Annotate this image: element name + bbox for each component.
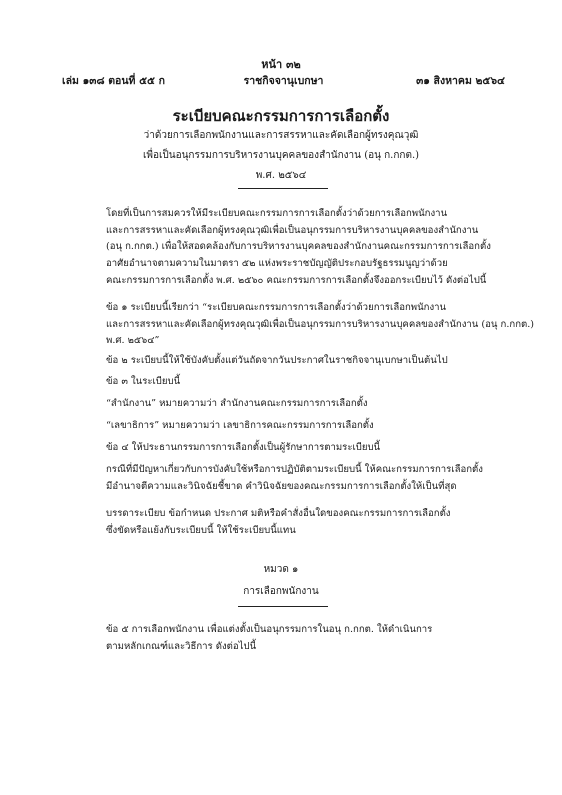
publication-name: ราชกิจจานุเบกษา <box>243 75 324 87</box>
chapter-divider <box>238 606 328 607</box>
clause-5: ข้อ ๕ การเลือกพนักงาน เพื่อแต่งตั้งเป็นอนุกรรมการในอนุ ก.กกต. ให้ดำเนินการ ตามหลักเกณฑ์และวิธีการ ดังต่อไปนี้ <box>106 624 433 652</box>
clause-2: ข้อ ๒ ระเบียบนี้ให้ใช้บังคับตั้งแต่วันถัดจากวันประกาศในราชกิจจานุเบกษาเป็นต้นไป <box>106 355 448 366</box>
preamble-paragraph-2: อาศัยอำนาจตามความในมาตรา ๕๒ แห่งพระราชบัญญัติประกอบรัฐธรรมนูญว่าด้วย คณะกรรมการการเลือกตั้ง พ.ศ. ๒๕๖๐ คณะกรรมการการเลือกตั้งจึงออกระเบียบไว้ ดังต่อไปนี้ <box>106 258 487 286</box>
definition-office: “สำนักงาน” หมายความว่า สำนักงานคณะกรรมการการเลือกตั้ง <box>106 398 368 409</box>
title-line-2: เพื่อเป็นอนุกรรมการบริหารงานบุคคลของสำนักงาน (อนุ ก.กกต.) <box>142 150 420 161</box>
title-line-1: ว่าด้วยการเลือกพนักงานและการสรรหาและคัดเลือกผู้ทรงคุณวุฒิ <box>143 130 419 141</box>
document-title: ระเบียบคณะกรรมการการเลือกตั้ง <box>172 107 390 125</box>
title-divider <box>238 188 328 189</box>
clause-4-repeal: บรรดาระเบียบ ข้อกำหนด ประกาศ มติหรือคำสั่งอื่นใดของคณะกรรมการการเลือกตั้ง ซึ่งขัดหรือแย้งกับระเบียบนี้ ให้ใช้ระเบียบนี้แทน <box>106 508 451 536</box>
clause-1: ข้อ ๑ ระเบียบนี้เรียกว่า “ระเบียบคณะกรรมการการเลือกตั้งว่าด้วยการเลือกพนักงาน และการสรรหาและคัดเลือกผู้ทรงคุณวุฒิเพื่อเป็นอนุกรรมการบริหารงานบุคคลของสำนักงาน (อนุ ก.กกต.) พ.ศ. ๒๕๖๔” <box>106 302 535 347</box>
clause-4-interpretation: กรณีที่มีปัญหาเกี่ยวกับการบังคับใช้หรือการปฏิบัติตามระเบียบนี้ ให้คณะกรรมการการเลือกตั้ง มีอำนาจตีความและวินิจฉัยชี้ขาด คำวินิจฉัยของคณะกรรมการการเลือกตั้งให้เป็นที่สุด <box>106 464 483 492</box>
chapter-number: หมวด ๑ <box>263 564 299 575</box>
chapter-title: การเลือกพนักงาน <box>243 586 319 597</box>
volume-issue: เล่ม ๑๓๘ ตอนที่ ๕๕ ก <box>62 75 165 87</box>
title-year: พ.ศ. ๒๕๖๔ <box>255 170 307 181</box>
preamble-paragraph-1: โดยที่เป็นการสมควรให้มีระเบียบคณะกรรมการการเลือกตั้งว่าด้วยการเลือกพนักงาน และการสรรหาและคัดเลือกผู้ทรงคุณวุฒิเพื่อเป็นอนุกรรมการบริหารงานบุคคลของสำนักงาน (อนุ ก.กกต.) เพื่อให้สอดคล้องกับการบริหารงานบุคคลของสำนักงานคณะกรรมการการเลือกตั้ง <box>106 208 491 253</box>
running-header <box>62 72 505 86</box>
publication-date: ๓๑ สิงหาคม ๒๕๖๔ <box>416 75 505 87</box>
page-number: หน้า ๓๒ <box>261 58 301 71</box>
clause-3: ข้อ ๓ ในระเบียบนี้ <box>106 376 181 387</box>
definition-secretary-general: “เลขาธิการ” หมายความว่า เลขาธิการคณะกรรมการการเลือกตั้ง <box>106 420 374 431</box>
clause-4: ข้อ ๔ ให้ประธานกรรมการการเลือกตั้งเป็นผู้รักษาการตามระเบียบนี้ <box>106 442 381 453</box>
